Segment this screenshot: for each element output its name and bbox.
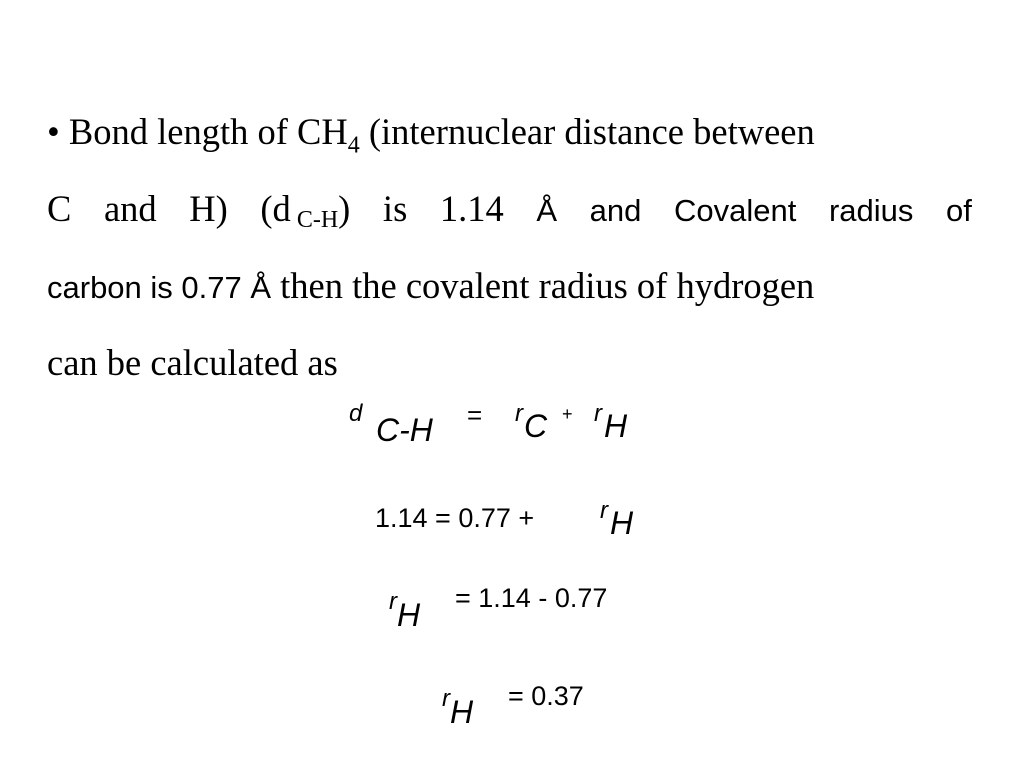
l2-word: and — [103, 188, 157, 229]
eq1-d: d — [349, 400, 363, 427]
l2-sans-word: Covalent — [674, 193, 797, 228]
angstrom: Å — [536, 193, 558, 228]
eq2-r: r — [600, 497, 608, 524]
l2-word: C — [47, 188, 72, 229]
eq1-plus: + — [562, 404, 573, 424]
eq3-r: r — [389, 588, 397, 615]
line4-text: can be calculated as — [47, 342, 338, 383]
line3-serif: then the covalent radius of hydrogen — [271, 265, 815, 306]
paragraph-line-1 — [47, 93, 972, 170]
eq3-rhs: = 1.14 - 0.77 — [455, 583, 608, 613]
paragraph-line-3 — [47, 247, 972, 324]
eq1-r1: r — [515, 400, 523, 427]
l2-word-d: (d C-H) — [260, 188, 351, 233]
eq4-r-subscript: H — [450, 694, 474, 730]
eq3-r-subscript: H — [397, 597, 421, 633]
l2-sans-word: and — [589, 193, 642, 228]
l2-word: H) — [189, 188, 228, 229]
ch4-subscript: 4 — [347, 132, 360, 159]
eq1-r2: r — [594, 400, 602, 427]
eq1-equals: = — [467, 400, 483, 430]
l2-word: 1.14 — [439, 188, 504, 229]
eq1-r1-subscript: C — [524, 408, 548, 444]
eq2-lhs: 1.14 = 0.77 + — [375, 503, 535, 533]
eq4-r: r — [442, 685, 450, 712]
eq4-rhs: = 0.37 — [508, 681, 584, 711]
eq2-r-subscript: H — [610, 505, 634, 541]
l2-sans-word: radius — [828, 193, 914, 228]
explanation-paragraph — [47, 93, 972, 401]
l2-sans-word: of — [946, 193, 972, 228]
line1-text-a: Bond length of CH — [68, 111, 348, 152]
eq1-d-subscript: C-H — [376, 412, 433, 448]
l2-word: is — [382, 188, 408, 229]
bullet: • — [47, 111, 60, 152]
paragraph-line-2 — [47, 170, 972, 247]
paragraph-line-4 — [47, 324, 972, 401]
eq1-r2-subscript: H — [604, 408, 628, 444]
c-h-subscript: C-H — [296, 207, 339, 233]
line1-text-b: (internuclear distance between — [368, 111, 815, 152]
line3-sans: carbon is 0.77 Å — [47, 270, 272, 305]
